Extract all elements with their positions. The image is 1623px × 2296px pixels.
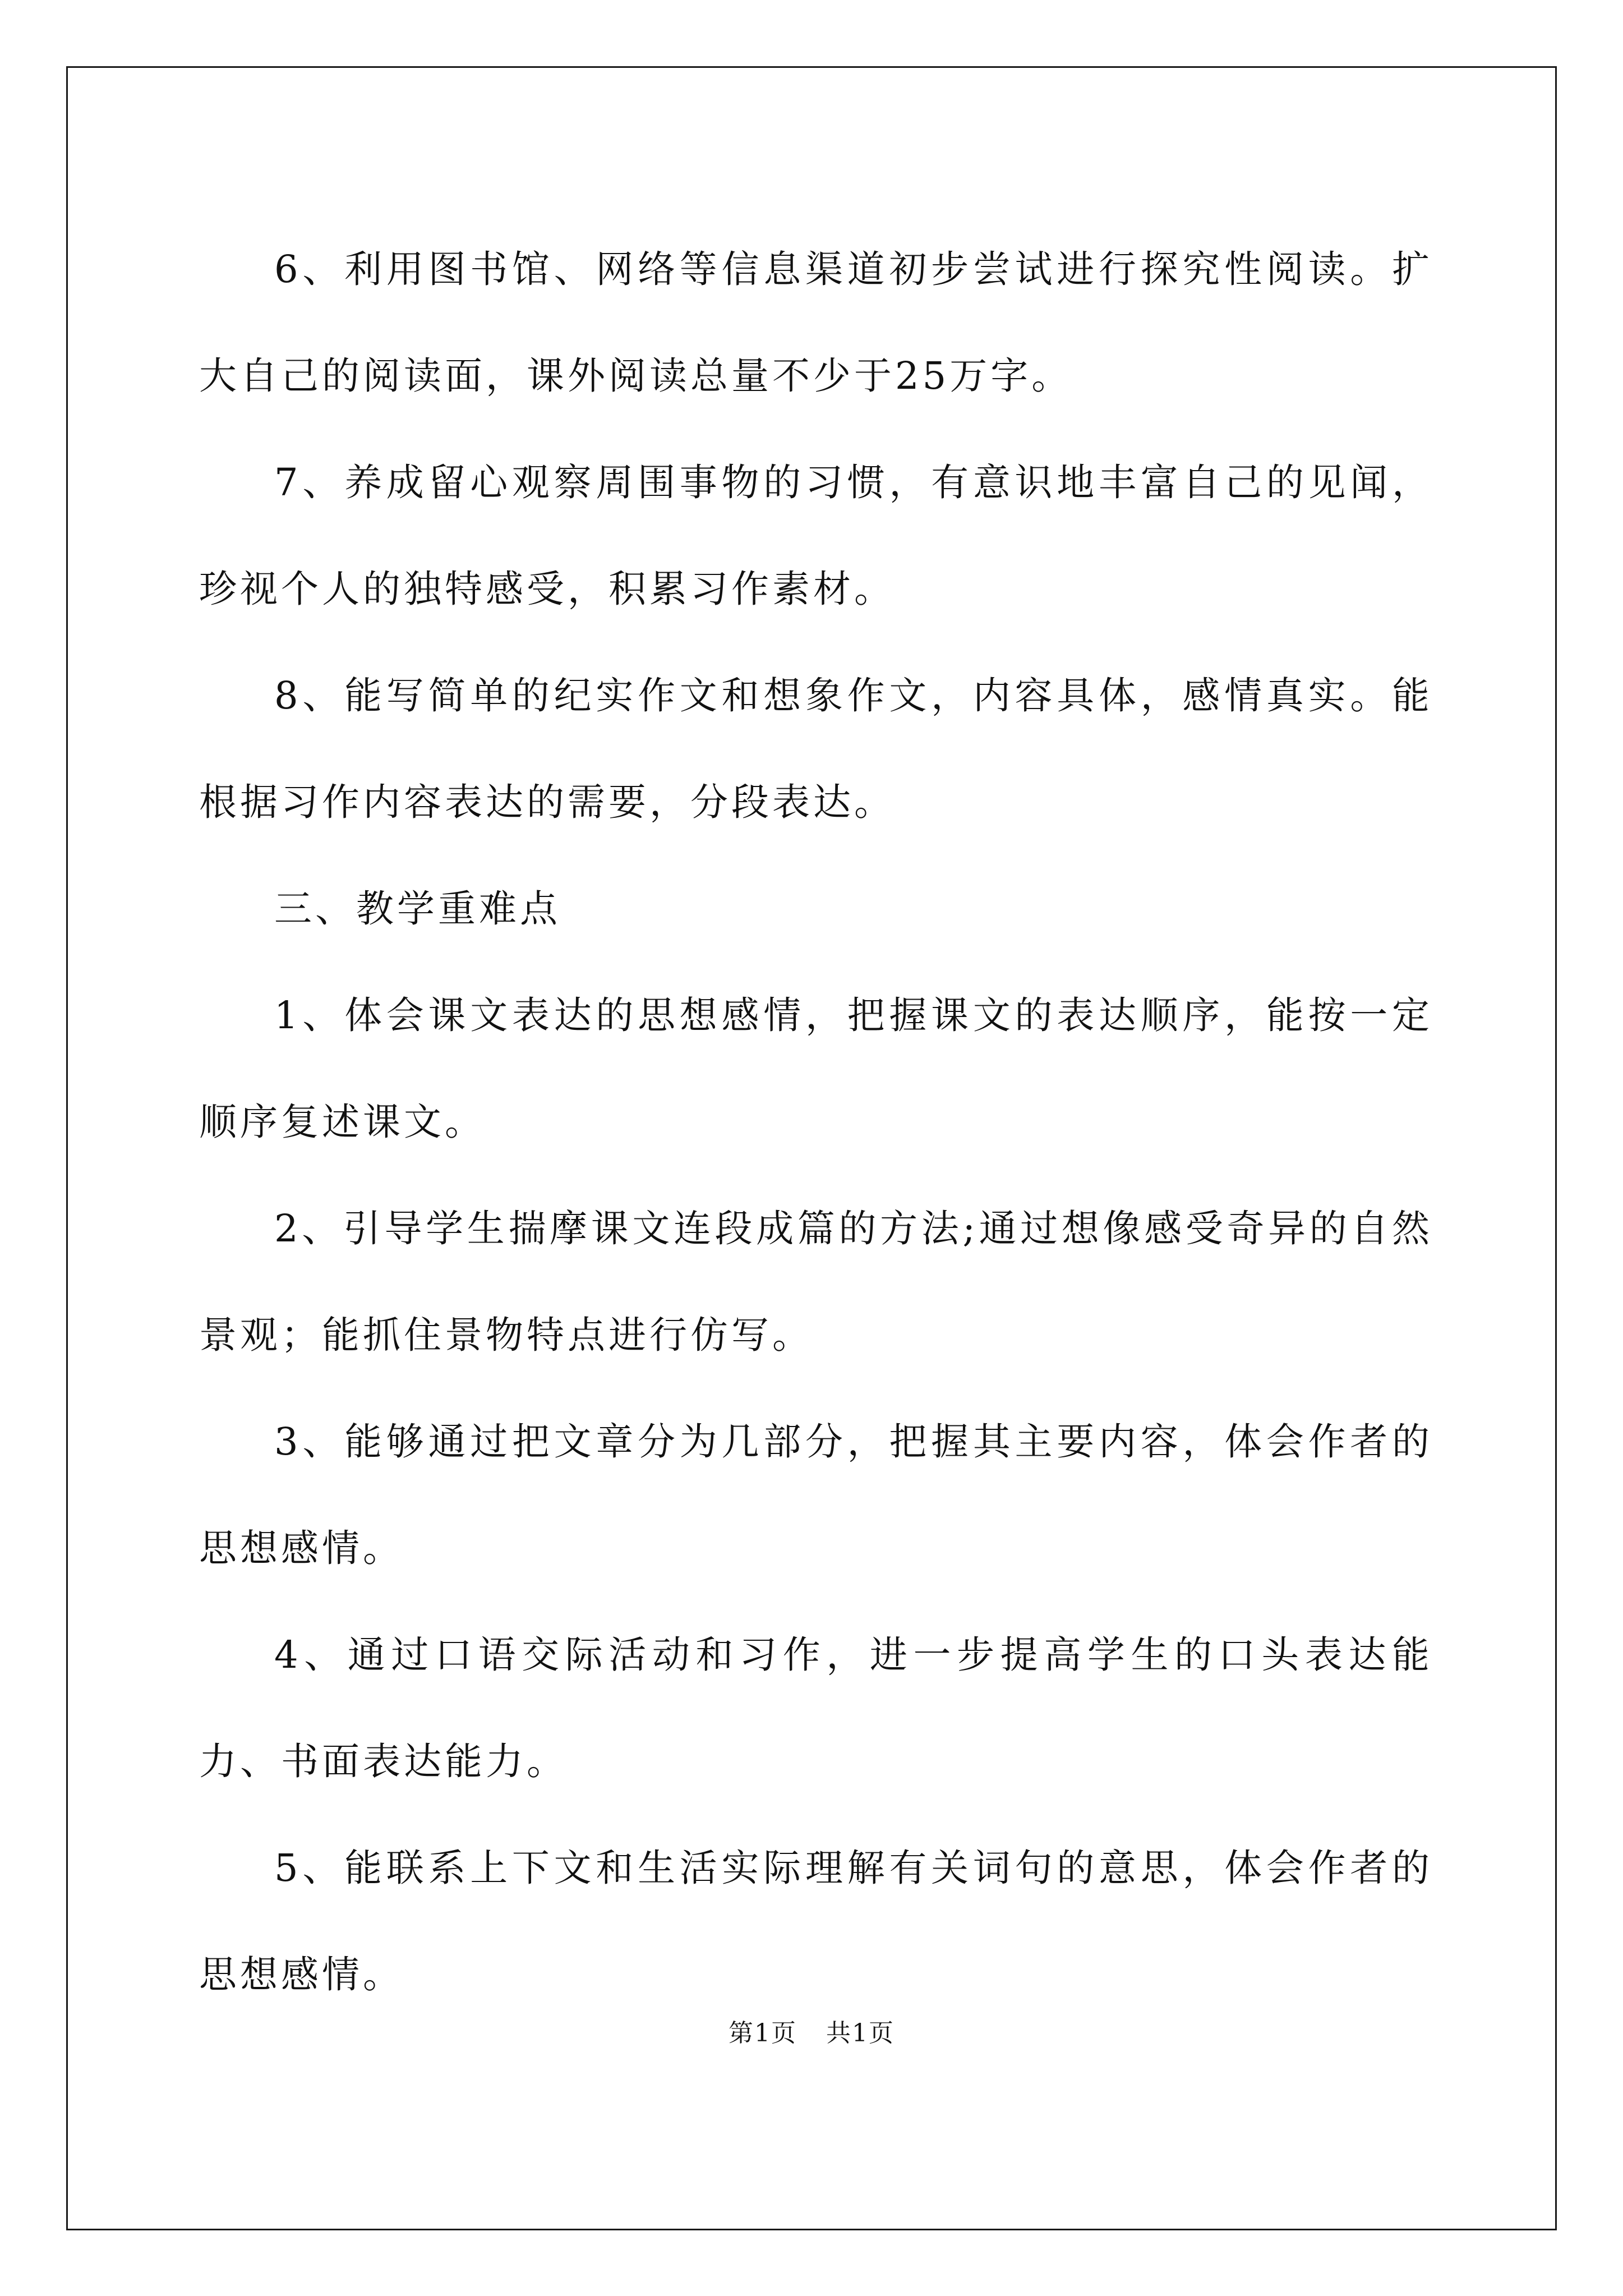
paragraph-6: 6、利用图书馆、网络等信息渠道初步尝试进行探究性阅读。扩大自己的阅读面，课外阅读总量不少于25万字。	[199, 247, 1433, 398]
paragraph-8: 8、能写简单的纪实作文和想象作文，内容具体，感情真实。能根据习作内容表达的需要，分段表达。	[199, 674, 1433, 824]
key-point-2: 2、引导学生揣摩课文连段成篇的方法;通过想像感受奇异的自然景观；能抓住景物特点进行仿写。	[199, 1207, 1433, 1357]
key-point-1: 1、体会课文表达的思想感情，把握课文的表达顺序，能按一定顺序复述课文。	[199, 993, 1433, 1144]
section-heading: 三、教学重难点	[274, 887, 561, 931]
key-point-5: 5、能联系上下文和生活实际理解有关词句的意思，体会作者的思想感情。	[199, 1846, 1433, 1996]
document-body	[199, 216, 1433, 2028]
page-number: 第1页	[728, 2019, 797, 2047]
page-total: 共1页	[826, 2019, 895, 2047]
paragraph-7: 7、养成留心观察周围事物的习惯，有意识地丰富自己的见闻，珍视个人的独特感受，积累习作素材。	[199, 461, 1433, 611]
key-point-3: 3、能够通过把文章分为几部分，把握其主要内容，体会作者的思想感情。	[199, 1420, 1433, 1570]
key-point-4: 4、通过口语交际活动和习作，进一步提高学生的口头表达能力、书面表达能力。	[199, 1633, 1433, 1783]
page-footer	[0, 2013, 1623, 2049]
